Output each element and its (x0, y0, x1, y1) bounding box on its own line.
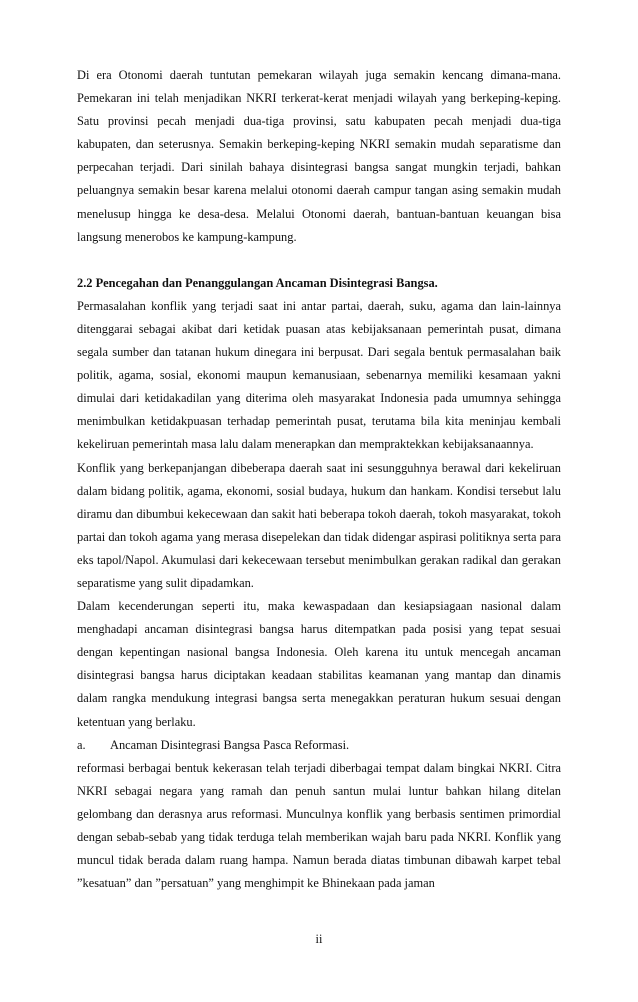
paragraph-otonomi: Di era Otonomi daerah tuntutan pemekaran wilayah juga semakin kencang dimana-mana. Pemekaran ini telah menjadikan NKRI terkerat-kerat menjadi wilayah yang berkeping-keping. Satu provinsi pecah menjadi dua-tiga provinsi, satu kabupaten pecah menjadi dua-tiga kabupaten, dan seterusnya. Semakin berkeping-keping NKRI semakin mudah separatisme dan perpecahan terjadi. Dari sinilah bahaya disintegrasi bangsa sangat mungkin terjadi, bahkan peluangnya semakin besar karena melalui otonomi daerah campur tangan asing semakin mudah menelusup hingga ke desa-desa. Melalui Otonomi daerah, bantuan-bantuan keuangan bisa langsung menerobos ke kampung-kampung. (77, 68, 561, 244)
page-number: ii (315, 932, 323, 946)
section-heading: 2.2 Pencegahan dan Penanggulangan Ancaman Disintegrasi Bangsa. (77, 275, 438, 290)
paragraph-reformasi: reformasi berbagai bentuk kekerasan telah terjadi diberbagai tempat dalam bingkai NKRI. Citra NKRI sebagai negara yang ramah dan penuh santun mulai luntur bahkan hilang ditelan gelombang dan derasnya arus reformasi. Munculnya konflik yang berbasis sentimen primordial dengan sebab-sebab yang tidak terduga telah memberikan wajah baru pada NKRI. Konflik yang muncul tidak berada dalam ruang hampa. Namun berada diatas timbunan dibawah karpet tebal ”kesatuan” dan ”persatuan” yang menghimpit ke Bhinekaan pada jaman (77, 760, 561, 891)
paragraph-konflik-partai: Permasalahan konflik yang terjadi saat ini antar partai, daerah, suku, agama dan lain-lainnya ditenggarai sebagai akibat dari ketidak puasan atas kebijaksanaan pemerintah pusat, dimana segala sumber dan tatanan hukum dinegara ini berpusat. Dari segala bentuk permasalahan baik politik, agama, sosial, ekonomi maupun kemanusiaan, sebenarnya memiliki kesamaan yakni dimulai dari ketidakadilan yang diterima oleh masyarakat Indonesia pada umumnya sehingga menimbulkan ketidakpuasan terhadap pemerintah pusat, terutama bila kita meninjau kembali kekeliruan pemerintah masa lalu dalam menerapkan dan mempraktekkan kebijaksanaannya. (77, 298, 561, 452)
list-item-a (77, 734, 561, 757)
paragraph-kewaspadaan: Dalam kecenderungan seperti itu, maka kewaspadaan dan kesiapsiagaan nasional dalam menghadapi ancaman disintegrasi bangsa harus ditempatkan pada posisi yang tepat sesuai dengan kepentingan nasional bangsa Indonesia. Oleh karena itu untuk mencegah ancaman disintegrasi bangsa harus diciptakan keadaan stabilitas keamanan yang mantap dan dinamis dalam rangka mendukung integrasi bangsa serta menegakkan peraturan hukum sesuai dengan ketentuan yang berlaku. (77, 599, 561, 729)
paragraph-konflik-daerah: Konflik yang berkepanjangan dibeberapa daerah saat ini sesungguhnya berawal dari kekeliruan dalam bidang politik, agama, ekonomi, sosial budaya, hukum dan hankam. Kondisi tersebut lalu diramu dan dibumbui kekecewaan dan sakit hati beberapa tokoh daerah, tokoh masyarakat, tokoh partai dan tokoh agama yang merasa disepelekan dan tidak didengar aspirasi politiknya serta para eks tapol/Napol. Akumulasi dari kekecewaan tersebut menimbulkan gerakan radikal dan gerakan separatisme yang sulit dipadamkan. (77, 460, 561, 590)
list-item-text: Ancaman Disintegrasi Bangsa Pasca Reformasi. (110, 737, 350, 752)
list-item-label: a. (77, 737, 86, 752)
page-body (77, 64, 561, 895)
